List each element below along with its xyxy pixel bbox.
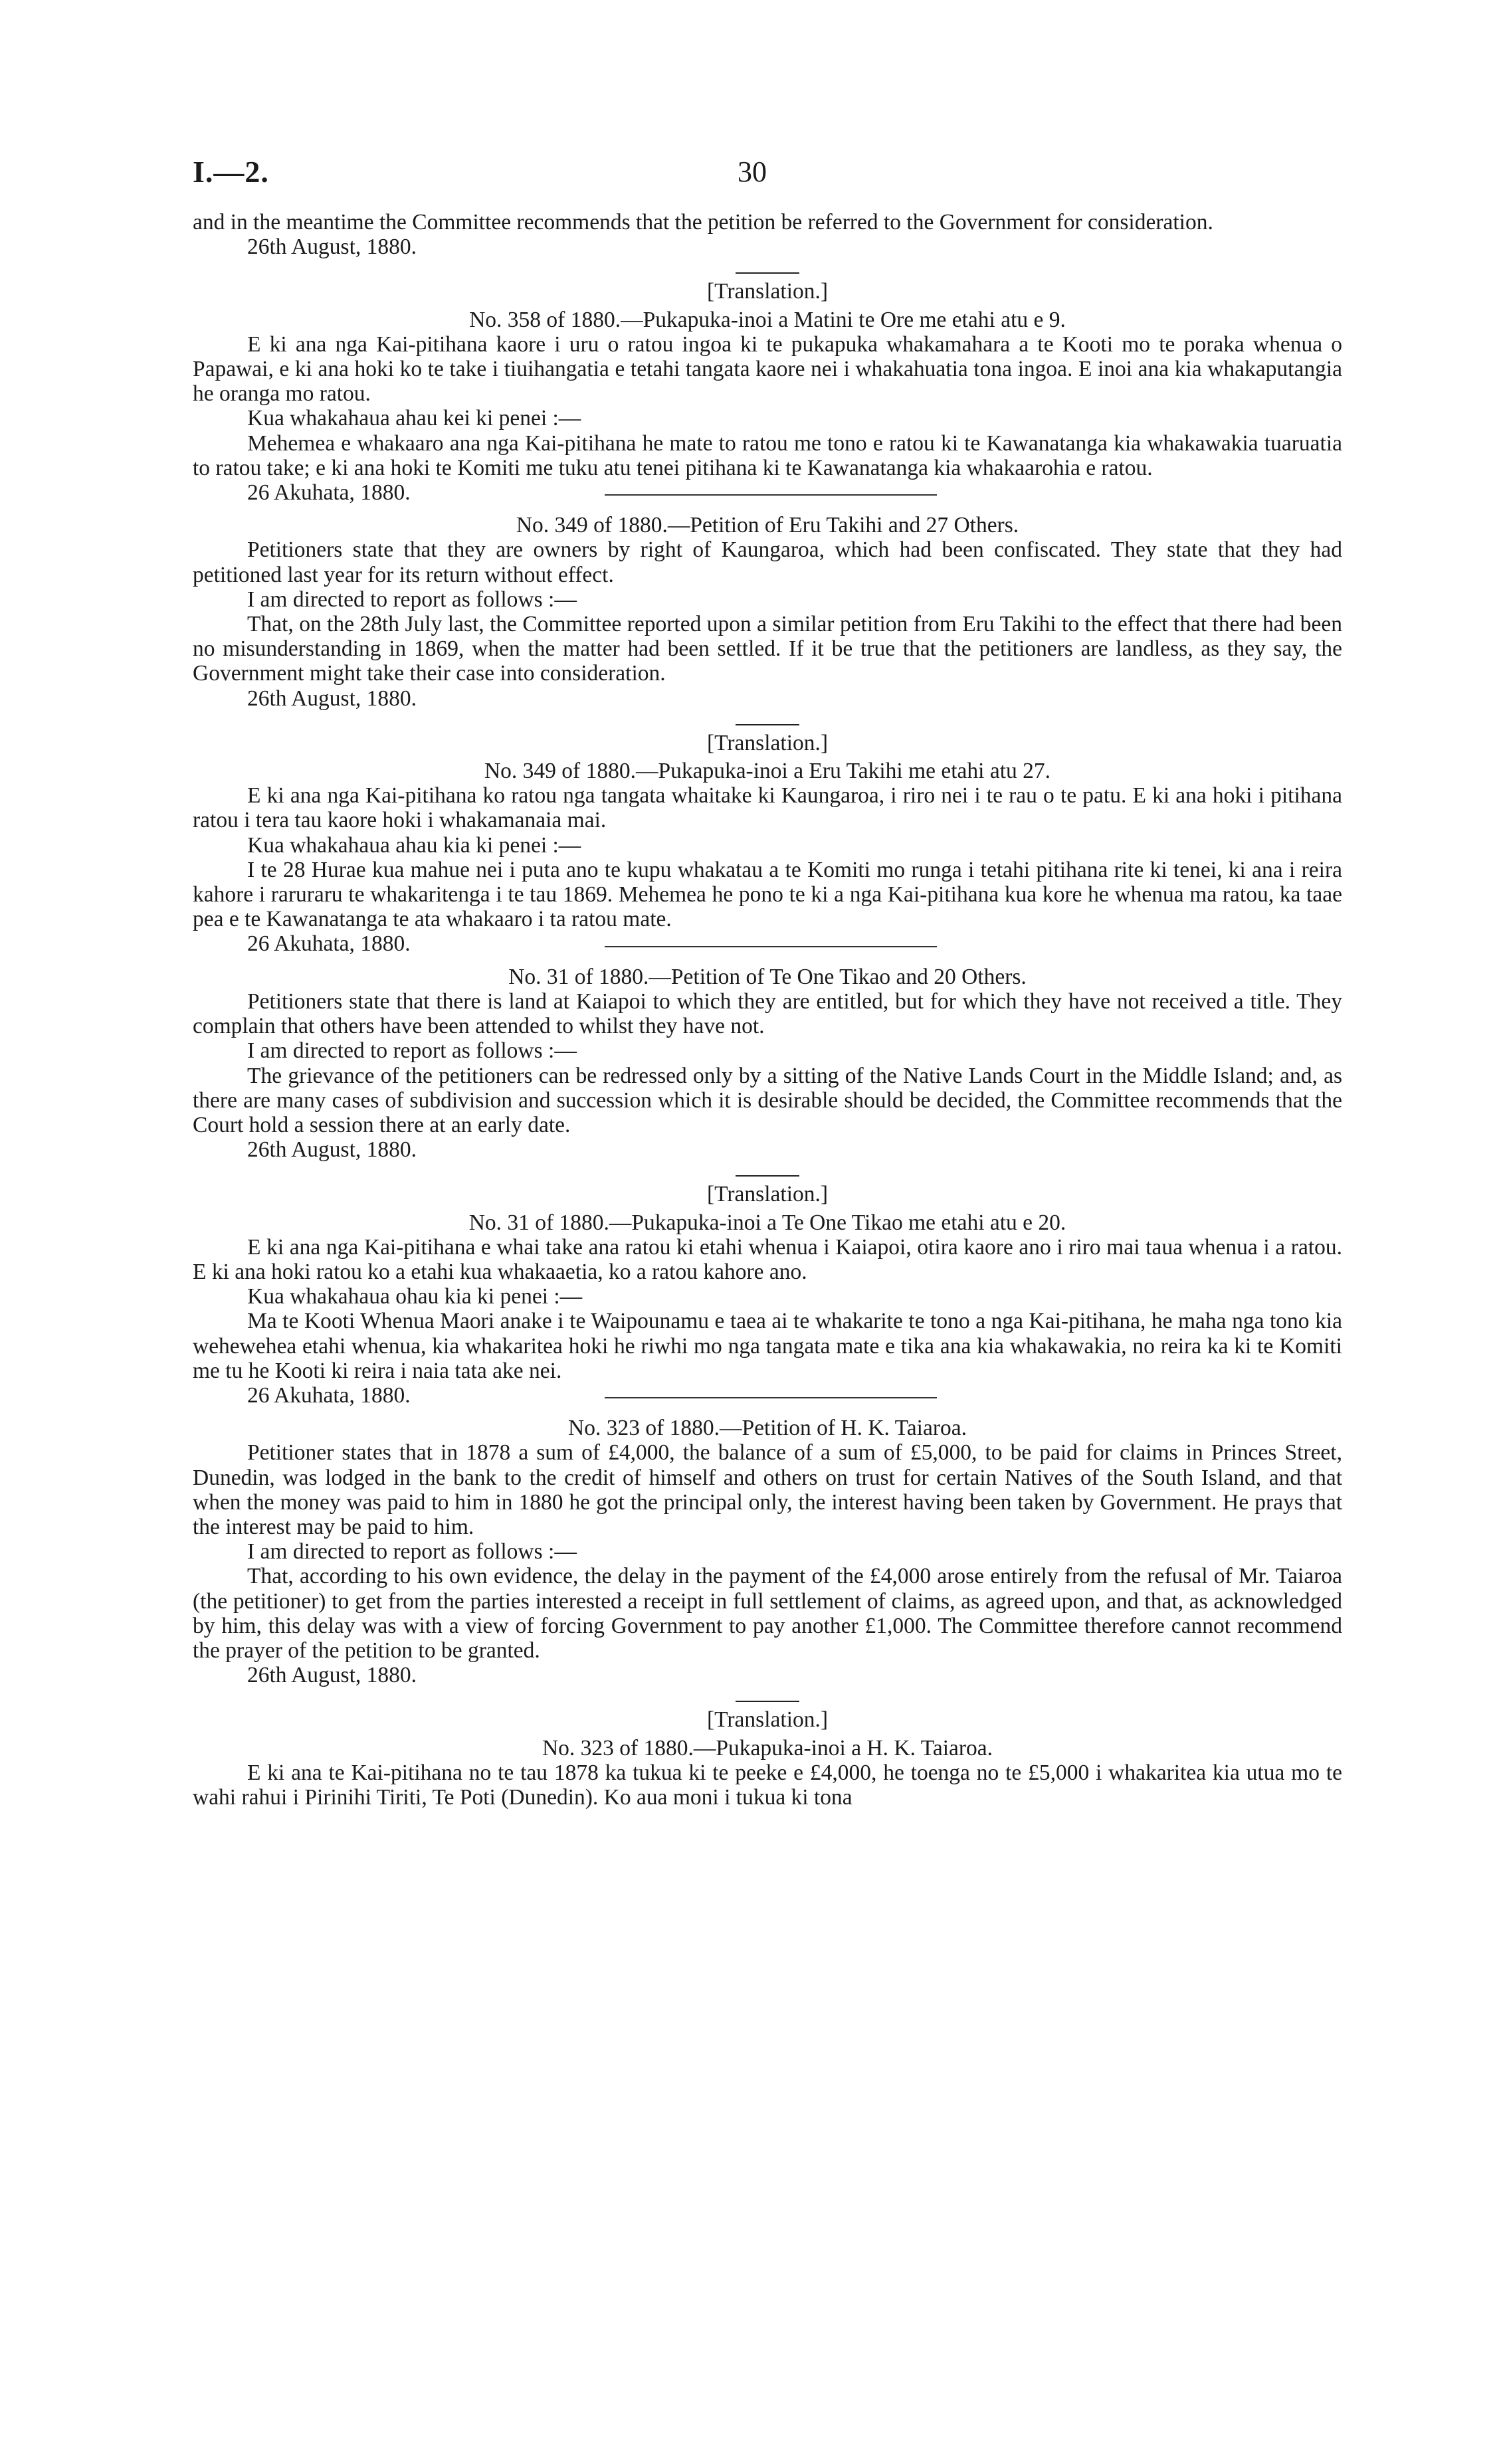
- date-line: 26th August, 1880.: [247, 1137, 417, 1163]
- directive-line: I am directed to report as follows :—: [247, 587, 577, 612]
- short-rule: [736, 1701, 799, 1702]
- translation-label: [Translation.]: [706, 730, 829, 755]
- date-line: 26th August, 1880.: [247, 235, 417, 260]
- translation-label: [Translation.]: [706, 279, 829, 304]
- summary-paragraph: E ki ana nga Kai-pitihana ko ratou nga tangata whaitake ki Kaungaroa, i riro nei i te rau o te patu. E ki ana hoki i pitihana ratou i tera tau kaore hoki i whakamanaia mai.: [193, 783, 1342, 833]
- short-rule: [736, 272, 799, 274]
- section-323-translation: [193, 1701, 1342, 1810]
- directive-line: Kua whakahaua ohau kia ki penei :—: [247, 1284, 583, 1309]
- summary-paragraph: E ki ana te Kai-pitihana no te tau 1878 ka tukua ki te peeke e £4,000, he toenga no te £5,000 i whakaritea kia utua mo te wahi rahui i Pirinihi Tiriti, Te Poti (Dunedin). Ko aua moni i tukua ki tona: [193, 1760, 1342, 1810]
- report-paragraph: The grievance of the petitioners can be redressed only by a sitting of the Native Lands Court in the Middle Island; and, as there are many cases of subdivision and succession which it is desirable should be decided, the Committee recommends that the Court hold a session there at an early date.: [193, 1063, 1342, 1137]
- summary-paragraph: E ki ana nga Kai-pitihana e whai take ana ratou ki etahi whenua i Kaiapoi, otira kaore ano i riro mai taua whenua i a ratou. E ki ana hoki ratou ko a etahi kua whakaaetia, ko a ratou kahore ano.: [193, 1234, 1342, 1284]
- section-title: No. 349 of 1880.—Pukapuka-inoi a Eru Takihi me etahi atu 27.: [484, 759, 1051, 784]
- translation-label: [Translation.]: [706, 1707, 829, 1733]
- short-rule: [736, 1175, 799, 1177]
- page-header: [193, 155, 1342, 210]
- summary-paragraph: Petitioners state that they are owners by right of Kaungaroa, which had been confiscated. They state that they had petitioned last year for its return without effect.: [193, 537, 1342, 587]
- date-line: 26 Akuhata, 1880.: [247, 931, 411, 957]
- section-divider: [605, 946, 937, 947]
- document-page: [193, 155, 1342, 1810]
- section-title: No. 323 of 1880.—Petition of H. K. Taiaroa.: [568, 1416, 967, 1441]
- intro-paragraph: and in the meantime the Committee recommends that the petition be referred to the Government for consideration.: [193, 210, 1213, 235]
- report-paragraph: Mehemea e whakaaro ana nga Kai-pitihana he mate to ratou me tono e ratou ki te Kawanatanga kia whakawakia tuaruatia to ratou take; e ki ana hoki te Komiti me tuku atu tenei pitihana ki te Kawanatanga kia whakaarohia e ratou.: [193, 430, 1342, 480]
- summary-paragraph: E ki ana nga Kai-pitihana kaore i uru o ratou ingoa ki te pukapuka whakamahara a te Kooti mo te poraka whenua o Papawai, e ki ana hoki ko te take i tiuihangatia e tetahi tangata kaore nei i whakahuatia tona ingoa. E inoi ana kia whakaputangia he oranga mo ratou.: [193, 332, 1342, 407]
- section-title: No. 323 of 1880.—Pukapuka-inoi a H. K. Taiaroa.: [542, 1735, 993, 1760]
- section-349-translation: [193, 724, 1342, 957]
- summary-paragraph: Petitioner states that in 1878 a sum of £4,000, the balance of a sum of £5,000, to be paid for claims in Princes Street, Dunedin, was lodged in the bank to the credit of himself and others on trust for certain Natives of the South Island, and that when the money was paid to him in 1880 he got the principal only, the interest having been taken by Government. He prays that the interest may be paid to him.: [193, 1440, 1342, 1539]
- series-number: I.—2.: [193, 155, 269, 189]
- section-349-petition: [193, 513, 1342, 711]
- date-line: 26th August, 1880.: [247, 1663, 417, 1688]
- date-line: 26 Akuhata, 1880.: [247, 480, 411, 506]
- directive-line: Kua whakahaua ahau kei ki penei :—: [247, 406, 581, 431]
- page-number: 30: [738, 155, 767, 188]
- directive-line: Kua whakahaua ahau kia ki penei :—: [247, 832, 581, 858]
- section-358-translation: [193, 272, 1342, 506]
- section-divider: [605, 1397, 937, 1398]
- section-31-petition: [193, 965, 1342, 1163]
- directive-line: I am directed to report as follows :—: [247, 1038, 577, 1064]
- report-paragraph: That, on the 28th July last, the Committee reported upon a similar petition from Eru Takihi to the effect that there had been no misunderstanding in 1869, when the matter had been settled. If it be true that the petitioners are landless, as they say, the Government might take their case into consideration.: [193, 612, 1342, 686]
- section-title: No. 31 of 1880.—Pukapuka-inoi a Te One Tikao me etahi atu e 20.: [468, 1210, 1066, 1235]
- section-title: No. 358 of 1880.—Pukapuka-inoi a Matini te Ore me etahi atu e 9.: [469, 307, 1066, 332]
- section-31-translation: [193, 1175, 1342, 1408]
- section-title: No. 31 of 1880.—Petition of Te One Tikao and 20 Others.: [508, 964, 1027, 989]
- report-paragraph: Ma te Kooti Whenua Maori anake i te Waipounamu e taea ai te whakarite te tono a nga Kai-pitihana, he maha nga tono kia wehewehea etahi whenua, kia whakaritea hoki he riwhi mo nga tangata mate e tika ana kia whakawakia, no reira ka ki te Komiti me tu he Kooti ki reira i naia tata ake nei.: [193, 1309, 1342, 1383]
- short-rule: [736, 724, 799, 725]
- directive-line: I am directed to report as follows :—: [247, 1539, 577, 1564]
- date-line: 26 Akuhata, 1880.: [247, 1382, 411, 1408]
- section-323-petition: [193, 1416, 1342, 1687]
- summary-paragraph: Petitioners state that there is land at Kaiapoi to which they are entitled, but for which they have not received a title. They complain that others have been attended to whilst they have not.: [193, 989, 1342, 1039]
- report-paragraph: That, according to his own evidence, the delay in the payment of the £4,000 arose entirely from the refusal of Mr. Taiaroa (the petitioner) to get from the parties interested a receipt in full settlement of claims, as agreed upon, and that, as acknowledged by him, this delay was with a view of forcing Government to pay another £1,000. The Committee therefore cannot recommend the prayer of the petition to be granted.: [193, 1564, 1342, 1663]
- report-paragraph: I te 28 Hurae kua mahue nei i puta ano te kupu whakatau a te Komiti mo runga i tetahi pitihana rite ki tenei, ki ana i reira kahore i raruraru te whakaritenga i te tau 1869. Mehemea he pono te ki a nga Kai-pitihana kua kore he whenua ma ratou, ka taae pea e te Kawanatanga te ata whakaaro i ta ratou mate.: [193, 857, 1342, 932]
- date-line: 26th August, 1880.: [247, 686, 417, 711]
- section-title: No. 349 of 1880.—Petition of Eru Takihi and 27 Others.: [516, 513, 1019, 538]
- translation-label: [Translation.]: [706, 1182, 829, 1207]
- section-divider: [605, 494, 937, 496]
